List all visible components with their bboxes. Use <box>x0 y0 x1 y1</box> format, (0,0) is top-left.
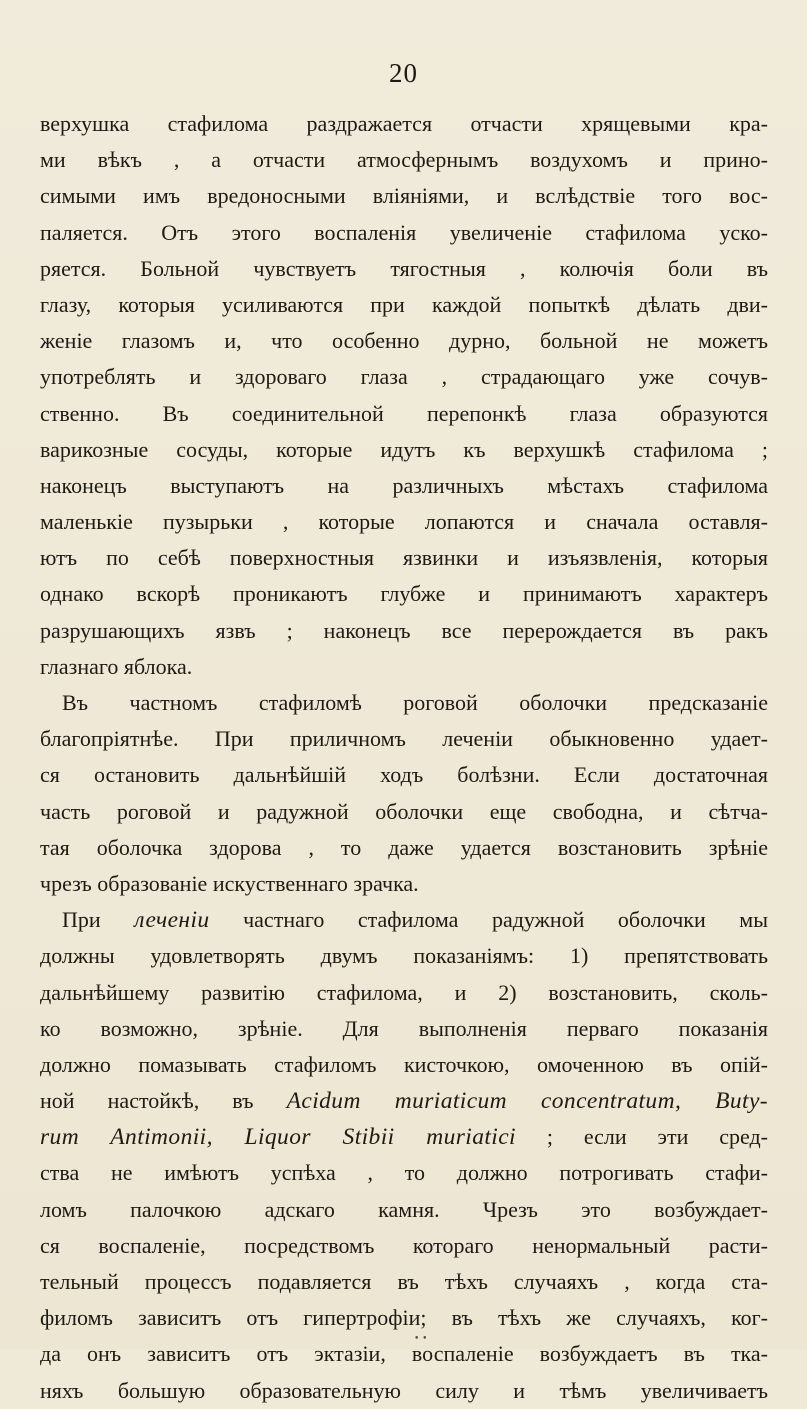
text-segment: ; если эти сред- <box>515 1124 769 1150</box>
text-line: глазу, которыя усиливаются при каждой попыткѣ дѣлать дви- <box>40 291 768 317</box>
text-line: часть роговой и радужной оболочки еще свободна, и сѣтча- <box>40 798 768 824</box>
text-line: разрушающихъ язвъ ; наконецъ все перерождается въ ракъ <box>40 617 768 643</box>
text-line: маленькіе пузырьки , которые лопаются и сначала оставля- <box>40 509 768 535</box>
text-line: глазнаго яблока. <box>40 653 193 679</box>
text-segment: При <box>62 907 135 933</box>
latin-term: rum Antimonii, Liquor Stibii muriatici <box>40 1124 516 1151</box>
paragraph-start-line <box>40 902 768 938</box>
text-line: тая оболочка здорова , то даже удается возстановить зрѣніе <box>40 834 768 860</box>
text-line: ся воспаленіе, посредствомъ котораго ненормальный расти- <box>40 1232 768 1258</box>
latin-term: Acidum muriaticum concentratum, Buty- <box>286 1088 768 1115</box>
ink-speck: • • <box>414 1334 428 1344</box>
text-line: должно помазывать стафиломъ кисточкою, омоченною въ опій- <box>40 1051 768 1077</box>
text-line: ломъ палочкою адскаго камня. Чрезъ это возбуждает- <box>40 1196 768 1222</box>
text-line: ряется. Больной чувствуетъ тягостныя , колючія боли въ <box>40 255 768 281</box>
text-line: верхушка стафилома раздражается отчасти хрящевыми кра- <box>40 111 768 136</box>
text-line: ственно. Въ соединительной перепонкѣ глаза образуются <box>40 400 768 426</box>
page-number: 20 <box>389 58 418 88</box>
text-line <box>40 1083 768 1119</box>
text-line: должны удовлетворять двумъ показаніямъ: 1) препятствовать <box>40 943 768 969</box>
text-line: ми вѣкъ , а отчасти атмосфернымъ воздухомъ и прино- <box>40 147 768 173</box>
paragraph-start-line: Въ частномъ стафиломѣ роговой оболочки предсказаніе <box>62 690 768 715</box>
text-line: благопріятнѣе. При приличномъ леченіи обыкновенно удает- <box>40 726 768 752</box>
text-line: филомъ зависитъ отъ гипертрофіи; въ тѣхъ же случаяхъ, ког- <box>40 1305 768 1331</box>
text-segment: частнаго стафилома радужной оболочки мы <box>209 907 768 933</box>
text-line: ко возможно, зрѣніе. Для выполненія перваго показанія <box>40 1015 768 1041</box>
text-line: ства не имѣютъ успѣха , то должно потрогивать стафи- <box>40 1160 768 1186</box>
text-line: симыми имъ вредоносными вліяніями, и вслѣдствіе того вос- <box>40 183 768 209</box>
text-line: однако вскорѣ проникаютъ глубже и принимаютъ характеръ <box>40 581 768 607</box>
text-line: паляется. Отъ этого воспаленія увеличеніе стафилома уско- <box>40 219 768 245</box>
text-segment: ной настойкѣ, въ <box>40 1088 287 1114</box>
text-line: ся остановить дальнѣйшій ходъ болѣзни. Если достаточная <box>40 762 768 788</box>
text-line <box>40 1119 768 1155</box>
text-line: тельный процессъ подавляется въ тѣхъ случаяхъ , когда ста- <box>40 1269 768 1294</box>
text-line: чрезъ образованіе искуственнаго зрачка. <box>40 870 419 896</box>
text-line: наконецъ выступаютъ на различныхъ мѣстахъ стафилома <box>40 472 768 498</box>
text-line: женіе глазомъ и, что особенно дурно, больной не можетъ <box>40 328 768 354</box>
text-line: варикозные сосуды, которые идутъ къ верхушкѣ стафилома ; <box>40 436 768 462</box>
text-line: ютъ по себѣ поверхностныя язвинки и изъязвленія, которыя <box>40 545 768 571</box>
text-line: няхъ большую образовательную силу и тѣмъ увеличиваетъ <box>40 1377 768 1403</box>
italic-term: леченіи <box>134 907 210 934</box>
text-line: употреблять и здороваго глаза , страдающаго уже сочув- <box>40 364 768 390</box>
body-text <box>40 106 768 1409</box>
text-line: да онъ зависитъ отъ эктазіи, воспаленіе возбуждаетъ въ тка- <box>40 1341 768 1367</box>
text-line: дальнѣйшему развитію стафилома, и 2) возстановить, сколь- <box>40 979 768 1005</box>
